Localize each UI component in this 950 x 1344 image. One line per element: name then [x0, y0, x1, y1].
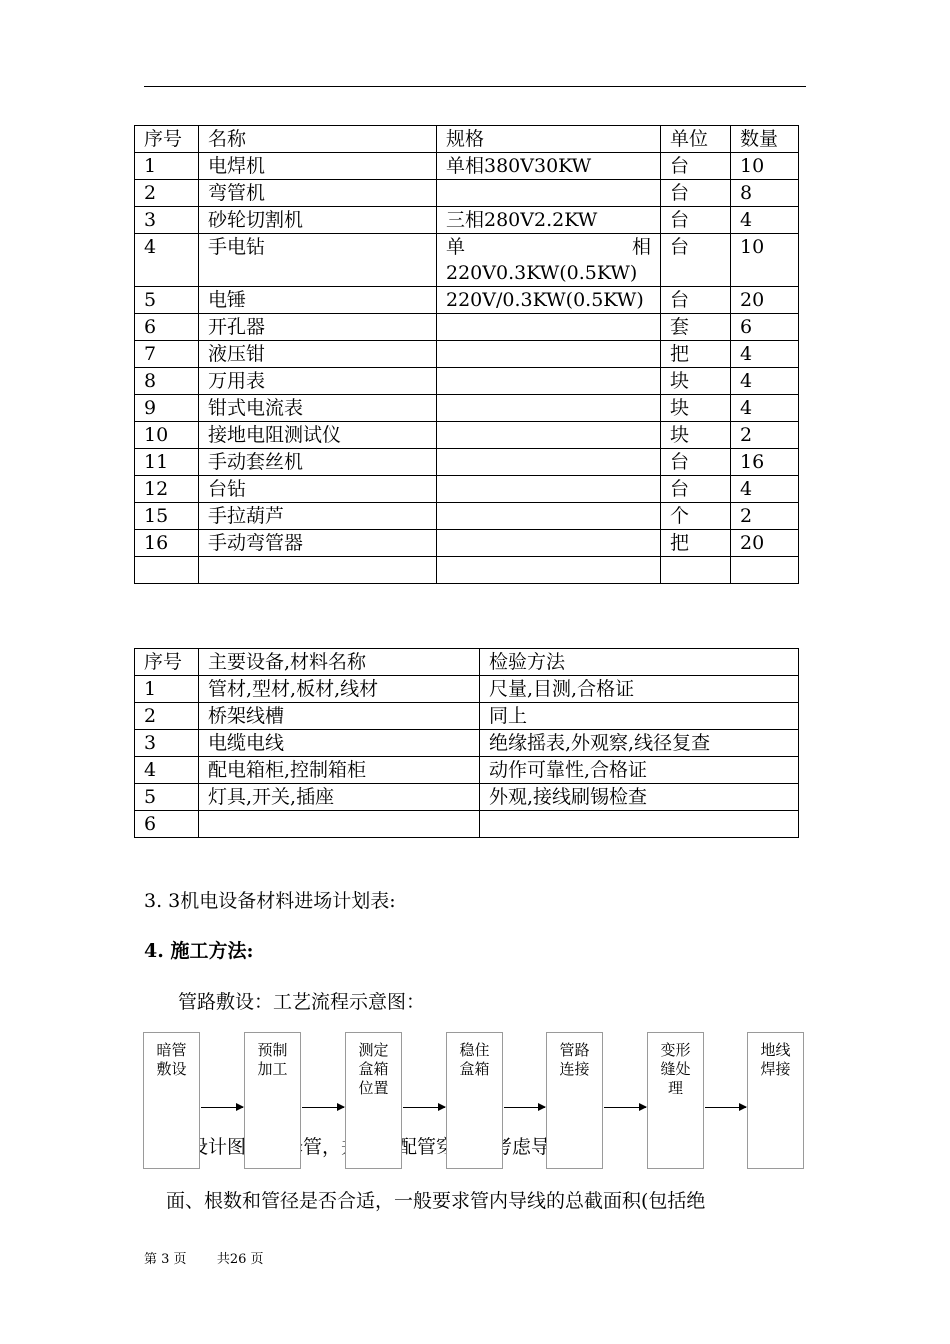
table-row	[135, 784, 799, 811]
flow-step-text: 盒箱	[459, 1060, 490, 1078]
cell-qty: 2	[731, 422, 799, 449]
flow-step-box	[647, 1032, 704, 1169]
table-row	[135, 314, 799, 341]
table-row	[135, 757, 799, 784]
spec-justified-line	[446, 234, 651, 260]
pipe-laying-intro: 管路敷设：工艺流程示意图：	[178, 991, 426, 1013]
cell-no: 2	[135, 180, 199, 207]
cell-spec: 220V/0.3KW(0.5KW)	[437, 287, 661, 314]
header-cell: 检验方法	[480, 649, 799, 676]
cell-method: 绝缘摇表,外观察,线径复查	[480, 730, 799, 757]
cell-name: 开孔器	[199, 314, 437, 341]
flow-arrow	[403, 1107, 445, 1108]
table-row	[135, 180, 799, 207]
cell-no: 9	[135, 395, 199, 422]
cell-qty: 4	[731, 207, 799, 234]
cell-name: 砂轮切割机	[199, 207, 437, 234]
cell-name: 手动弯管器	[199, 530, 437, 557]
page-number: 第 3 页	[144, 1252, 187, 1267]
header-cell: 单位	[661, 126, 731, 153]
cell-name: 电焊机	[199, 153, 437, 180]
cell-spec	[437, 449, 661, 476]
cell-no: 3	[135, 207, 199, 234]
table-row	[135, 811, 799, 838]
header-cell: 规格	[437, 126, 661, 153]
cell-name: 钳式电流表	[199, 395, 437, 422]
flow-step-box	[446, 1032, 503, 1169]
cell-no: 12	[135, 476, 199, 503]
cell-unit: 台	[661, 234, 731, 287]
table-row	[135, 676, 799, 703]
spec-part: 单	[446, 236, 466, 258]
cell-no: 2	[135, 703, 199, 730]
flow-step-text: 加工	[257, 1060, 288, 1078]
flow-step-text: 暗管	[156, 1041, 187, 1059]
cell-method: 外观,接线刷锡检查	[480, 784, 799, 811]
cell-qty: 10	[731, 234, 799, 287]
header-cell: 序号	[135, 126, 199, 153]
cell-method: 同上	[480, 703, 799, 730]
cell-name: 管材,型材,板材,线材	[199, 676, 480, 703]
section-4-heading: 4. 施工方法:	[144, 940, 254, 962]
cell-unit: 块	[661, 422, 731, 449]
flow-arrow	[302, 1107, 344, 1108]
table-header-row	[135, 649, 799, 676]
table-row	[135, 530, 799, 557]
table-header-row	[135, 126, 799, 153]
cell-qty: 4	[731, 341, 799, 368]
cell-name: 手拉葫芦	[199, 503, 437, 530]
cell-spec	[437, 476, 661, 503]
flow-step-text: 缝处	[660, 1060, 691, 1078]
table-row	[135, 703, 799, 730]
cell-qty: 8	[731, 180, 799, 207]
flow-step-box	[546, 1032, 603, 1169]
cell-name: 万用表	[199, 368, 437, 395]
cell-unit: 台	[661, 287, 731, 314]
cell-no: 7	[135, 341, 199, 368]
flow-arrow	[504, 1107, 545, 1108]
flow-step-text: 盒箱	[358, 1060, 389, 1078]
spec-part: 相	[631, 236, 651, 258]
cell-unit: 台	[661, 207, 731, 234]
cell-name: 灯具,开关,插座	[199, 784, 480, 811]
cell-qty: 4	[731, 368, 799, 395]
cell-qty: 16	[731, 449, 799, 476]
flow-step-box	[345, 1032, 402, 1169]
table-row	[135, 234, 799, 287]
cell-name: 手电钻	[199, 234, 437, 287]
cell-unit: 台	[661, 449, 731, 476]
cell-no: 3	[135, 730, 199, 757]
cell-no: 6	[135, 314, 199, 341]
cell-qty: 4	[731, 476, 799, 503]
cell-no: 5	[135, 287, 199, 314]
cell-no: 4	[135, 234, 199, 287]
flow-step-text: 地线	[760, 1041, 791, 1059]
table-row-empty	[135, 557, 799, 584]
flow-step-text: 连接	[559, 1060, 590, 1078]
flow-step-text: 变形	[660, 1041, 691, 1059]
cell-name: 桥架线槽	[199, 703, 480, 730]
tools-table	[134, 125, 799, 584]
cell-spec	[437, 180, 661, 207]
cell-method: 尺量,目测,合格证	[480, 676, 799, 703]
table-row	[135, 153, 799, 180]
cell-spec	[437, 314, 661, 341]
header-cell: 主要设备,材料名称	[199, 649, 480, 676]
cell-unit: 个	[661, 503, 731, 530]
cell-name: 电锤	[199, 287, 437, 314]
cell-no: 5	[135, 784, 199, 811]
cell-name: 接地电阻测试仪	[199, 422, 437, 449]
cell-spec	[437, 234, 661, 287]
flow-step-text: 敷设	[156, 1060, 187, 1078]
table-row	[135, 476, 799, 503]
flow-step-text: 管路	[559, 1041, 590, 1059]
flow-step-text: 焊接	[760, 1060, 791, 1078]
cell-unit: 块	[661, 368, 731, 395]
cell-unit: 把	[661, 341, 731, 368]
cell-name: 台钻	[199, 476, 437, 503]
cell-method: 动作可靠性,合格证	[480, 757, 799, 784]
flow-step-text: 稳住	[459, 1041, 490, 1059]
table-row	[135, 207, 799, 234]
inspection-table	[134, 648, 799, 838]
cell-unit: 台	[661, 476, 731, 503]
cell-name: 液压钳	[199, 341, 437, 368]
cell-name: 弯管机	[199, 180, 437, 207]
cell-unit: 台	[661, 153, 731, 180]
cell-spec	[437, 530, 661, 557]
table-row	[135, 341, 799, 368]
cell-qty: 4	[731, 395, 799, 422]
table-row	[135, 395, 799, 422]
cell-no: 1	[135, 153, 199, 180]
cell-name: 手动套丝机	[199, 449, 437, 476]
table-row	[135, 503, 799, 530]
cell-no: 15	[135, 503, 199, 530]
page-footer	[144, 1248, 264, 1267]
flow-step-box	[747, 1032, 804, 1169]
flow-step-text: 理	[667, 1079, 683, 1097]
cell-spec	[437, 422, 661, 449]
cell-spec	[437, 395, 661, 422]
cell-method	[480, 811, 799, 838]
cell-qty: 6	[731, 314, 799, 341]
cell-unit: 块	[661, 395, 731, 422]
flow-step-box	[143, 1032, 200, 1169]
flow-arrow	[705, 1107, 746, 1108]
flow-step-box	[244, 1032, 301, 1169]
table-row	[135, 422, 799, 449]
header-cell: 数量	[731, 126, 799, 153]
spec-part: 220V0.3KW(0.5KW)	[446, 262, 638, 284]
cell-name: 电缆电线	[199, 730, 480, 757]
cell-qty: 20	[731, 530, 799, 557]
flow-step-text: 位置	[358, 1079, 389, 1097]
table-row	[135, 449, 799, 476]
body-text-line: 面、根数和管径是否合适，一般要求管内导线的总截面积(包括绝	[166, 1190, 706, 1212]
table-row	[135, 368, 799, 395]
cell-no: 1	[135, 676, 199, 703]
cell-name	[199, 811, 480, 838]
section-3-3-heading: 3. 3机电设备材料进场计划表:	[144, 890, 396, 912]
cell-no: 10	[135, 422, 199, 449]
header-rule	[144, 86, 806, 87]
header-cell: 名称	[199, 126, 437, 153]
table-row	[135, 287, 799, 314]
cell-no: 16	[135, 530, 199, 557]
flow-arrow	[201, 1107, 243, 1108]
cell-no: 8	[135, 368, 199, 395]
flow-arrow	[604, 1107, 646, 1108]
cell-name: 配电箱柜,控制箱柜	[199, 757, 480, 784]
table-row	[135, 730, 799, 757]
cell-unit: 套	[661, 314, 731, 341]
cell-spec	[437, 368, 661, 395]
cell-qty: 10	[731, 153, 799, 180]
flow-step-text: 预制	[257, 1041, 288, 1059]
cell-spec: 三相280V2.2KW	[437, 207, 661, 234]
page-total: 共26 页	[216, 1252, 264, 1267]
cell-spec: 单相380V30KW	[437, 153, 661, 180]
cell-qty: 2	[731, 503, 799, 530]
cell-no: 11	[135, 449, 199, 476]
cell-no: 6	[135, 811, 199, 838]
cell-spec	[437, 503, 661, 530]
cell-qty: 20	[731, 287, 799, 314]
cell-no: 4	[135, 757, 199, 784]
cell-spec	[437, 341, 661, 368]
cell-unit: 把	[661, 530, 731, 557]
flow-step-text: 测定	[358, 1041, 389, 1059]
header-cell: 序号	[135, 649, 199, 676]
cell-unit: 台	[661, 180, 731, 207]
